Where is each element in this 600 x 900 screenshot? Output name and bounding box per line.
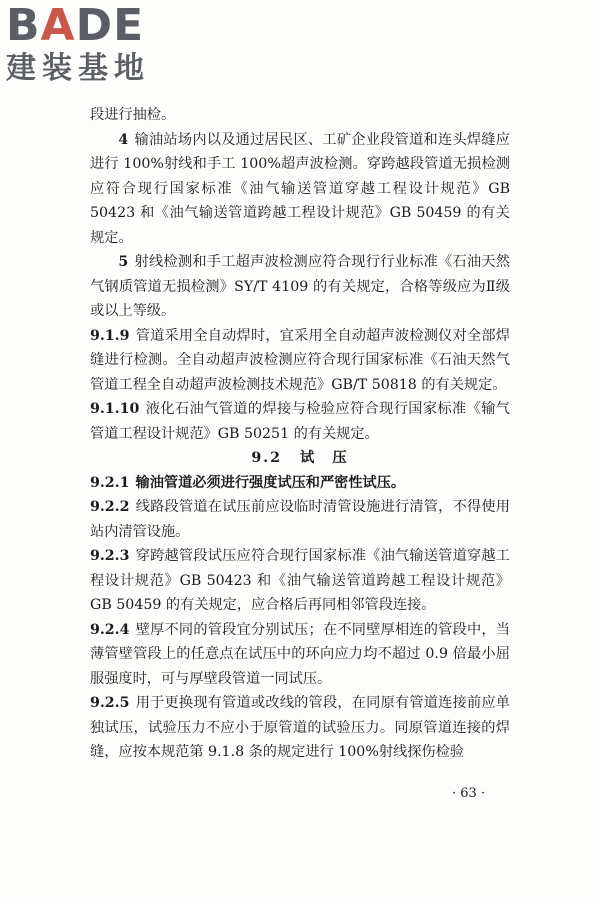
clause-text: 穿跨越管段试压应符合现行国家标准《油气输送管道穿越工程设计规范》GB 50423 和《油气输送管道跨越工程设计规范》GB 50459 的有关规定，应合格后再同相邻管段连接。 (90, 548, 510, 613)
clause-text: 输油管道必须进行强度试压和严密性试压。 (135, 474, 406, 491)
paragraph: 段进行抽检。 (90, 107, 176, 123)
clause-number: 9.2.1 (90, 474, 130, 491)
clause-text: 射线检测和手工超声波检测应符合现行行业标准《石油天然气钢质管道无损检测》SY/T 4109 的有关规定，合格等级应为Ⅱ级或以上等级。 (90, 254, 510, 319)
clause-text: 壁厚不同的管段宜分别试压；在不同壁厚相连的管段中，当薄管壁管段上的任意点在试压中的环向应力均不超过 0.9 倍最小屈服强度时，可与厚壁段管道一同试压。 (90, 621, 510, 687)
clause-number: 9.1.10 (90, 401, 140, 417)
logo-wordmark: BADE (6, 0, 145, 51)
clause (90, 397, 510, 446)
section-number: 9.2 (251, 450, 283, 466)
clause (90, 471, 510, 496)
clause-text: 液化石油气管道的焊接与检验应符合现行国家标准《输气管道工程设计规范》GB 50251 的有关规定。 (90, 401, 510, 442)
section-title: 试 压 (300, 450, 349, 466)
page-body (90, 103, 510, 765)
page-number: · 63 · (452, 786, 486, 801)
clause-text: 线路段管道在试压前应设临时清管设施进行清管，不得使用站内清管设施。 (90, 499, 510, 540)
clause (90, 324, 510, 398)
logo-subtitle: 建装基地 (6, 51, 150, 86)
clause (90, 495, 510, 544)
section-heading (90, 446, 510, 471)
clause-number: 9.2.4 (90, 621, 130, 638)
clause-number: 4 (118, 131, 129, 148)
clause-number: 9.2.2 (90, 499, 130, 515)
bade-logo (6, 0, 176, 86)
clause (90, 691, 510, 765)
clause (90, 544, 510, 618)
clause-number: 9.2.3 (90, 548, 130, 564)
clause (90, 618, 510, 692)
clause-number: 5 (118, 254, 129, 270)
clause-number: 9.2.5 (90, 695, 130, 711)
sub-item (90, 250, 510, 324)
sub-item (90, 128, 510, 251)
clause-text: 输油站场内以及通过居民区、工矿企业段管道和连头焊缝应进行 100%射线和手工 100%超声波检测。穿跨越段管道无损检测应符合现行国家标准《油气输送管道穿越工程设计规范》GB 50423 和《油气输送管道跨越工程设计规范》GB 50459 的有关规定。 (90, 131, 510, 246)
clause-text: 管道采用全自动焊时，宜采用全自动超声波检测仪对全部焊缝进行检测。全自动超声波检测应符合现行国家标准《石油天然气管道工程全自动超声波检测技术规范》GB/T 50818 的有关规定。 (90, 327, 510, 393)
clause-text: 用于更换现有管道或改线的管段，在同原有管道连接前应单独试压，试验压力不应小于原管道的试验压力。同原管道连接的焊缝，应按本规范第 9.1.8 条的规定进行 100%射线探伤检验 (90, 695, 510, 760)
clause-number: 9.1.9 (90, 327, 130, 344)
